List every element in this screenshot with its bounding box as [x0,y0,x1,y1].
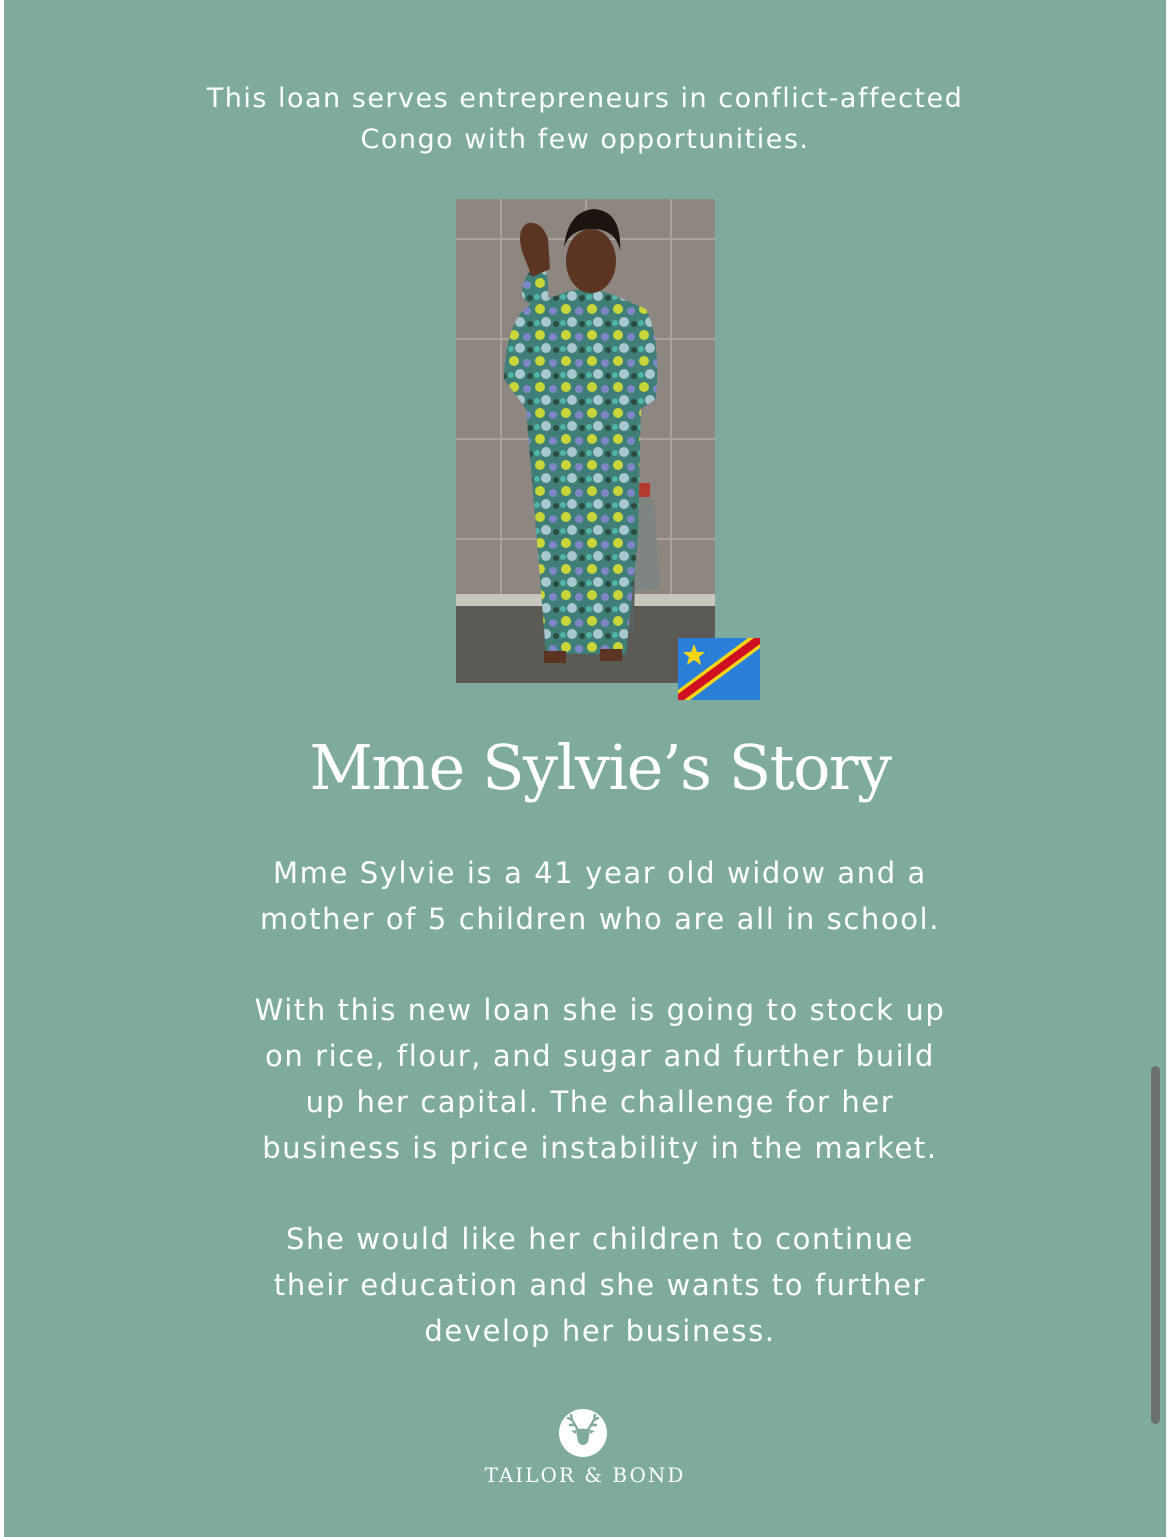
story-line: Mme Sylvie is a 41 year old widow and a [273,856,927,890]
story-paragraph-1 [4,850,1166,942]
story-line: on rice, flour, and sugar and further build [264,1039,935,1073]
story-line: mother of 5 children who are all in school. [259,902,941,936]
story-line: business is price instability in the market. [262,1131,938,1165]
scrollbar-thumb[interactable] [1151,1066,1160,1424]
stag-icon [558,1408,608,1458]
borrower-photo [456,199,715,683]
story-line: She would like her children to continue [285,1222,915,1256]
intro-line-1: This loan serves entrepreneurs in conflict-affected [206,83,964,114]
brand-logo-text: TAILOR & BOND [484,1463,686,1487]
story-page [4,0,1166,1537]
intro-text [4,78,1166,160]
story-line: up her capital. The challenge for her [305,1085,895,1119]
story-line: With this new loan she is going to stock up [254,993,946,1027]
story-title: Mme Sylvie’s Story [309,731,891,804]
intro-line-2: Congo with few opportunities. [360,124,810,155]
drc-flag-icon [678,638,760,700]
story-paragraph-3 [4,1216,1166,1354]
story-line: their education and she wants to further [273,1268,927,1302]
story-line: develop her business. [424,1314,776,1348]
story-paragraph-2 [4,987,1166,1171]
